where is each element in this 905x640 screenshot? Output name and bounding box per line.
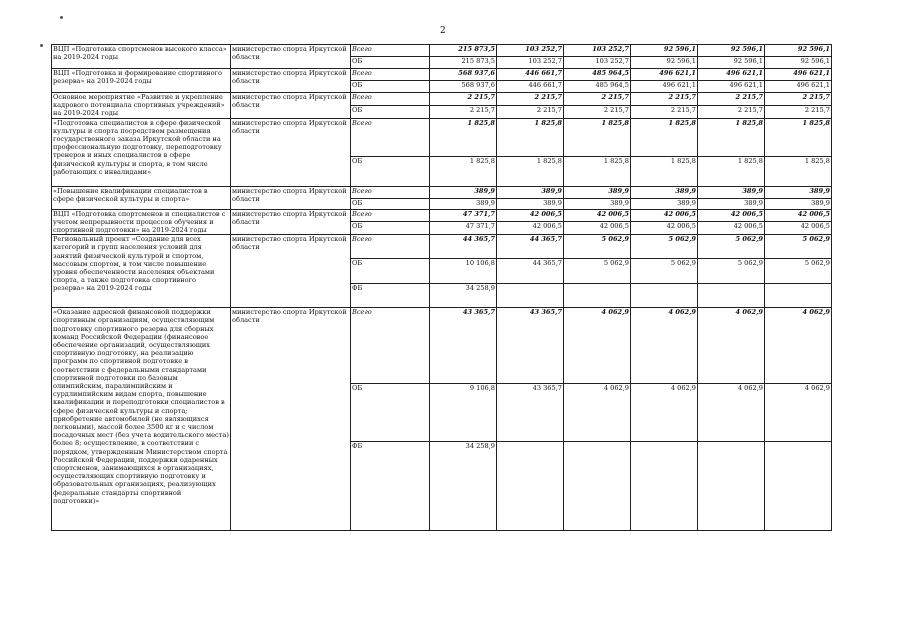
amount-cell: 42 006,5: [497, 221, 564, 234]
table-row: [52, 45, 832, 57]
amount-cell: 42 006,5: [497, 209, 564, 221]
amount-cell: [497, 284, 564, 308]
amount-cell: 568 937,6: [430, 81, 497, 93]
amount-cell: [631, 284, 698, 308]
amount-cell: 42 006,5: [631, 221, 698, 234]
amount-cell: 389,9: [698, 186, 765, 198]
amount-cell: [765, 284, 832, 308]
amount-cell: 2 215,7: [430, 93, 497, 106]
program-name-cell: Основное мероприятие «Развитие и укрепление кадрового потенциала спортивных учреждений» на 2019-2024 годы: [52, 93, 231, 119]
table-row: [52, 186, 832, 198]
amount-cell: 92 596,1: [631, 57, 698, 69]
amount-cell: 44 365,7: [430, 235, 497, 259]
amount-cell: 92 596,1: [765, 45, 832, 57]
amount-cell: 1 825,8: [430, 118, 497, 156]
amount-cell: 2 215,7: [698, 105, 765, 118]
amount-cell: 2 215,7: [698, 93, 765, 106]
amount-cell: 47 371,7: [430, 209, 497, 221]
funding-source-cell: Всего: [351, 186, 430, 198]
amount-cell: 103 252,7: [497, 45, 564, 57]
amount-cell: [698, 284, 765, 308]
amount-cell: 5 062,9: [631, 259, 698, 284]
amount-cell: [564, 442, 631, 531]
amount-cell: 5 062,9: [631, 235, 698, 259]
amount-cell: 389,9: [430, 186, 497, 198]
amount-cell: 42 006,5: [564, 221, 631, 234]
amount-cell: 446 661,7: [497, 81, 564, 93]
budget-table: [51, 44, 832, 531]
funding-source-cell: ФБ: [351, 284, 430, 308]
amount-cell: 92 596,1: [765, 57, 832, 69]
amount-cell: 496 621,1: [698, 69, 765, 81]
program-name-cell: ВЦП «Подготовка и формирование спортивного резерва» на 2019-2024 годы: [52, 69, 231, 93]
funding-source-cell: Всего: [351, 45, 430, 57]
amount-cell: 10 106,8: [430, 259, 497, 284]
amount-cell: 496 621,1: [631, 81, 698, 93]
amount-cell: 92 596,1: [631, 45, 698, 57]
amount-cell: 9 106,8: [430, 384, 497, 442]
scan-mark: [60, 16, 63, 19]
amount-cell: 1 825,8: [765, 156, 832, 186]
amount-cell: 2 215,7: [564, 93, 631, 106]
table-row: [52, 93, 832, 106]
amount-cell: 42 006,5: [631, 209, 698, 221]
program-name-cell: ВЦП «Подготовка спортсменов и специалистов с учетом непрерывности процессов обучения и спортивной подготовки» на 2019-2024 годы: [52, 209, 231, 235]
amount-cell: 5 062,9: [564, 259, 631, 284]
amount-cell: 44 365,7: [497, 259, 564, 284]
amount-cell: 568 937,6: [430, 69, 497, 81]
amount-cell: 47 371,7: [430, 221, 497, 234]
budget-table-body: [52, 45, 832, 531]
executor-cell: министерство спорта Иркутской области: [231, 118, 351, 186]
amount-cell: 389,9: [631, 198, 698, 209]
funding-source-cell: ОБ: [351, 81, 430, 93]
executor-cell: министерство спорта Иркутской области: [231, 209, 351, 235]
amount-cell: 5 062,9: [765, 235, 832, 259]
program-name-cell: «Оказание адресной финансовой поддержки спортивным организациям, осуществляющим подготовку спортивного резерва для сборных команд Российской Федерации (финансовое обеспечение организаций, осуществляющих спортивную подготовку, на реализацию программ по спортивной подготовке в соответствии с федеральными стандартами спортивной подготовки по базовым олимпийским, паралимпийским и сурдлимпийским видам спорта, повышение квалификации и переподготовки специалистов в сфере физической культуры и спорта; приобретение автомобилей (не являющихся легковыми), массой более 3500 кг и с числом посадочных мест (без учета водительского места) более 8; осуществление, в соответствии с порядком, утвержденным Министерством спорта Российской Федерации, поддержки одаренных спортсменов, занимающихся в организациях, осуществляющих спортивную подготовку и образовательных организациях, реализующих федеральные стандарты спортивной подготовки)»: [52, 308, 231, 531]
amount-cell: 43 365,7: [497, 384, 564, 442]
amount-cell: 389,9: [497, 198, 564, 209]
amount-cell: 485 964,5: [564, 69, 631, 81]
amount-cell: 44 365,7: [497, 235, 564, 259]
amount-cell: 4 062,9: [564, 308, 631, 384]
amount-cell: 389,9: [564, 198, 631, 209]
executor-cell: министерство спорта Иркутской области: [231, 186, 351, 209]
amount-cell: 389,9: [497, 186, 564, 198]
amount-cell: 389,9: [765, 186, 832, 198]
funding-source-cell: ОБ: [351, 259, 430, 284]
funding-source-cell: ОБ: [351, 105, 430, 118]
amount-cell: 4 062,9: [765, 308, 832, 384]
funding-source-cell: Всего: [351, 308, 430, 384]
amount-cell: 34 258,9: [430, 284, 497, 308]
amount-cell: 4 062,9: [631, 308, 698, 384]
amount-cell: 2 215,7: [497, 105, 564, 118]
funding-source-cell: ФБ: [351, 442, 430, 531]
amount-cell: 5 062,9: [564, 235, 631, 259]
amount-cell: 215 873,5: [430, 57, 497, 69]
amount-cell: 496 621,1: [765, 81, 832, 93]
amount-cell: 1 825,8: [631, 156, 698, 186]
amount-cell: 2 215,7: [765, 105, 832, 118]
amount-cell: 2 215,7: [497, 93, 564, 106]
amount-cell: 5 062,9: [698, 259, 765, 284]
amount-cell: 103 252,7: [497, 57, 564, 69]
executor-cell: министерство спорта Иркутской области: [231, 308, 351, 531]
amount-cell: [698, 442, 765, 531]
funding-source-cell: ОБ: [351, 221, 430, 234]
amount-cell: 389,9: [564, 186, 631, 198]
amount-cell: 389,9: [631, 186, 698, 198]
executor-cell: министерство спорта Иркутской области: [231, 93, 351, 119]
funding-source-cell: ОБ: [351, 198, 430, 209]
amount-cell: 4 062,9: [698, 384, 765, 442]
amount-cell: 1 825,8: [497, 156, 564, 186]
amount-cell: 103 252,7: [564, 45, 631, 57]
amount-cell: 2 215,7: [631, 93, 698, 106]
amount-cell: 43 365,7: [430, 308, 497, 384]
amount-cell: [765, 442, 832, 531]
amount-cell: 496 621,1: [765, 69, 832, 81]
amount-cell: 1 825,8: [497, 118, 564, 156]
amount-cell: 446 661,7: [497, 69, 564, 81]
amount-cell: 389,9: [765, 198, 832, 209]
amount-cell: 4 062,9: [631, 384, 698, 442]
amount-cell: 4 062,9: [698, 308, 765, 384]
amount-cell: 43 365,7: [497, 308, 564, 384]
amount-cell: [564, 284, 631, 308]
table-row: [52, 69, 832, 81]
amount-cell: 4 062,9: [564, 384, 631, 442]
amount-cell: [631, 442, 698, 531]
amount-cell: 2 215,7: [631, 105, 698, 118]
program-name-cell: «Повышение квалификации специалистов в сфере физической культуры и спорта»: [52, 186, 231, 209]
amount-cell: 215 873,5: [430, 45, 497, 57]
funding-source-cell: Всего: [351, 118, 430, 156]
amount-cell: 92 596,1: [698, 45, 765, 57]
amount-cell: 496 621,1: [698, 81, 765, 93]
amount-cell: 389,9: [430, 198, 497, 209]
executor-cell: министерство спорта Иркутской области: [231, 69, 351, 93]
amount-cell: 1 825,8: [631, 118, 698, 156]
amount-cell: 389,9: [698, 198, 765, 209]
amount-cell: 2 215,7: [564, 105, 631, 118]
program-name-cell: ВЦП «Подготовка спортсменов высокого класса» на 2019-2024 годы: [52, 45, 231, 69]
table-row: [52, 235, 832, 259]
table-row: [52, 308, 832, 384]
amount-cell: [497, 442, 564, 531]
amount-cell: 5 062,9: [765, 259, 832, 284]
amount-cell: 92 596,1: [698, 57, 765, 69]
funding-source-cell: ОБ: [351, 384, 430, 442]
funding-source-cell: Всего: [351, 69, 430, 81]
amount-cell: 42 006,5: [765, 209, 832, 221]
executor-cell: министерство спорта Иркутской области: [231, 45, 351, 69]
amount-cell: 1 825,8: [564, 156, 631, 186]
amount-cell: 42 006,5: [765, 221, 832, 234]
executor-cell: министерство спорта Иркутской области: [231, 235, 351, 308]
amount-cell: 103 252,7: [564, 57, 631, 69]
amount-cell: 42 006,5: [698, 209, 765, 221]
amount-cell: 485 964,5: [564, 81, 631, 93]
amount-cell: 496 621,1: [631, 69, 698, 81]
table-row: [52, 118, 832, 156]
amount-cell: 42 006,5: [698, 221, 765, 234]
amount-cell: 42 006,5: [564, 209, 631, 221]
program-name-cell: Региональный проект «Создание для всех категорий и групп населения условий для занятий физической культурой и спортом, массовым спортом, в том числе повышение уровня обеспеченности населения объектами спорта, а также подготовка спортивного резерва» на 2019-2024 годы: [52, 235, 231, 308]
amount-cell: 2 215,7: [765, 93, 832, 106]
amount-cell: 1 825,8: [698, 156, 765, 186]
page-number: 2: [440, 26, 446, 36]
amount-cell: 34 258,9: [430, 442, 497, 531]
funding-source-cell: Всего: [351, 93, 430, 106]
amount-cell: 1 825,8: [430, 156, 497, 186]
amount-cell: 1 825,8: [765, 118, 832, 156]
amount-cell: 2 215,7: [430, 105, 497, 118]
funding-source-cell: ОБ: [351, 57, 430, 69]
scan-mark: [40, 44, 43, 47]
table-row: [52, 209, 832, 221]
amount-cell: 5 062,9: [698, 235, 765, 259]
amount-cell: 4 062,9: [765, 384, 832, 442]
funding-source-cell: Всего: [351, 209, 430, 221]
program-name-cell: «Подготовка специалистов в сфере физической культуры и спорта посредством размещения государственного заказа Иркутской области на профессиональную подготовку, переподготовку тренеров и иных специалистов в сфере физической культуры и спорта, в том числе работающих с инвалидами»: [52, 118, 231, 186]
funding-source-cell: Всего: [351, 235, 430, 259]
amount-cell: 1 825,8: [564, 118, 631, 156]
amount-cell: 1 825,8: [698, 118, 765, 156]
funding-source-cell: ОБ: [351, 156, 430, 186]
